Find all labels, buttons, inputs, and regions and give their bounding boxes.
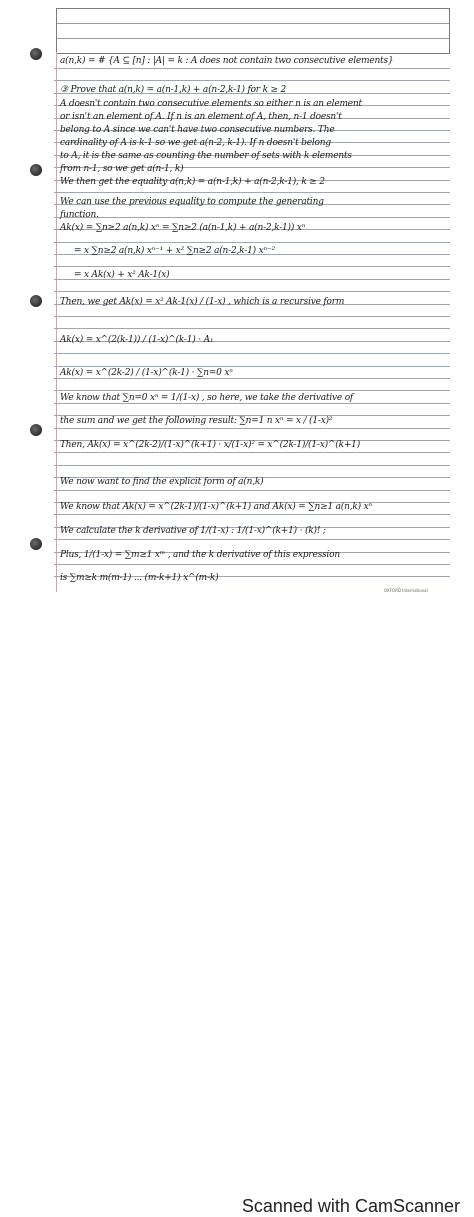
ruled-line xyxy=(54,316,450,317)
ruled-line xyxy=(54,564,450,565)
ruled-line xyxy=(54,490,450,491)
handwritten-line: belong to A since we can't have two consecutive numbers. The xyxy=(60,125,335,135)
punch-hole xyxy=(30,424,42,436)
handwritten-line: cardinality of A is k-1 so we get a(n-2, k-1). If n doesn't belong xyxy=(60,138,331,148)
handwritten-line: Ak(x) = ∑n≥2 a(n,k) xⁿ = ∑n≥2 (a(n-1,k) + a(n-2,k-1)) xⁿ xyxy=(60,223,306,233)
handwritten-line: Ak(x) = x^(2(k-1)) / (1-x)^(k-1) · A₁ xyxy=(60,335,214,345)
oxford-label: OXFORD International xyxy=(384,588,428,593)
handwritten-line: a(n,k) = # {A ⊆ [n] : |A| = k : A does not contain two consecutive elements} xyxy=(60,56,394,66)
handwritten-line: = x Ak(x) + x² Ak-1(x) xyxy=(74,270,170,280)
ruled-line xyxy=(54,390,450,391)
ruled-line xyxy=(54,514,450,515)
punch-hole xyxy=(30,295,42,307)
ruled-line xyxy=(54,465,450,466)
handwritten-line: Ak(x) = x^(2k-2) / (1-x)^(k-1) · ∑n=0 xⁿ xyxy=(60,368,233,378)
handwritten-line: from n-1, so we get a(n-1, k) xyxy=(60,164,184,174)
handwritten-line: A doesn't contain two consecutive elements so either n is an element xyxy=(60,99,362,109)
ruled-line xyxy=(54,192,450,193)
handwritten-line: Then, Ak(x) = x^(2k-2)/(1-x)^(k+1) · x/(1-x)² = x^(2k-1)/(1-x)^(k+1) xyxy=(60,440,361,450)
header-box xyxy=(56,8,450,54)
handwritten-line: = x ∑n≥2 a(n,k) xⁿ⁻¹ + x² ∑n≥2 a(n-2,k-1) xⁿ⁻² xyxy=(74,246,275,256)
handwritten-line: or isn't an element of A. If n is an element of A, then, n-1 doesn't xyxy=(60,112,342,122)
ruled-line xyxy=(54,366,450,367)
handwritten-line: function. xyxy=(60,210,99,220)
ruled-line xyxy=(54,452,450,453)
handwritten-line: ③ Prove that a(n,k) = a(n-1,k) + a(n-2,k-1) for k ≥ 2 xyxy=(60,85,287,95)
handwritten-line: Then, we get Ak(x) = x² Ak-1(x) / (1-x) , which is a recursive form xyxy=(60,297,345,307)
handwritten-line: We then get the equality a(n,k) = a(n-1,k) + a(n-2,k-1), k ≥ 2 xyxy=(60,177,325,187)
footer xyxy=(0,596,474,1216)
ruled-line xyxy=(54,328,450,329)
handwritten-line: to A, it is the same as counting the number of sets with k elements xyxy=(60,151,352,161)
punch-hole xyxy=(30,538,42,550)
ruled-line xyxy=(54,242,450,243)
handwritten-line: We know that ∑n=0 xⁿ = 1/(1-x) , so here, we take the derivative of xyxy=(60,393,354,403)
ruled-line xyxy=(54,217,450,218)
ruled-line xyxy=(54,266,450,267)
punch-hole xyxy=(30,164,42,176)
handwritten-line: We can use the previous equality to compute the generating xyxy=(60,197,324,207)
handwritten-line: We know that Ak(x) = x^(2k-1)/(1-x)^(k+1) and Ak(x) = ∑n≥1 a(n,k) xⁿ xyxy=(60,502,372,512)
margin-line xyxy=(56,52,57,592)
ruled-line xyxy=(54,68,450,69)
handwritten-line: We now want to find the explicit form of a(n,k) xyxy=(60,477,264,487)
handwritten-line: is ∑m≥k m(m-1) ... (m-k+1) x^(m-k) xyxy=(60,573,219,583)
ruled-line xyxy=(54,428,450,429)
handwritten-line: the sum and we get the following result: ∑n=1 n xⁿ = x / (1-x)² xyxy=(60,416,333,426)
ruled-line xyxy=(54,291,450,292)
header-rule xyxy=(57,23,449,24)
punch-hole xyxy=(30,48,42,60)
header-rule xyxy=(57,38,449,39)
camscanner-watermark: Scanned with CamScanner xyxy=(241,1196,460,1216)
ruled-line xyxy=(54,353,450,354)
handwritten-line: We calculate the k derivative of 1/(1-x) : 1/(1-x)^(k+1) · (k)! ; xyxy=(60,526,326,536)
ruled-line xyxy=(54,80,450,81)
ruled-line xyxy=(54,539,450,540)
handwritten-line: Plus, 1/(1-x) = ∑m≥1 xᵐ , and the k derivative of this expression xyxy=(60,550,340,560)
